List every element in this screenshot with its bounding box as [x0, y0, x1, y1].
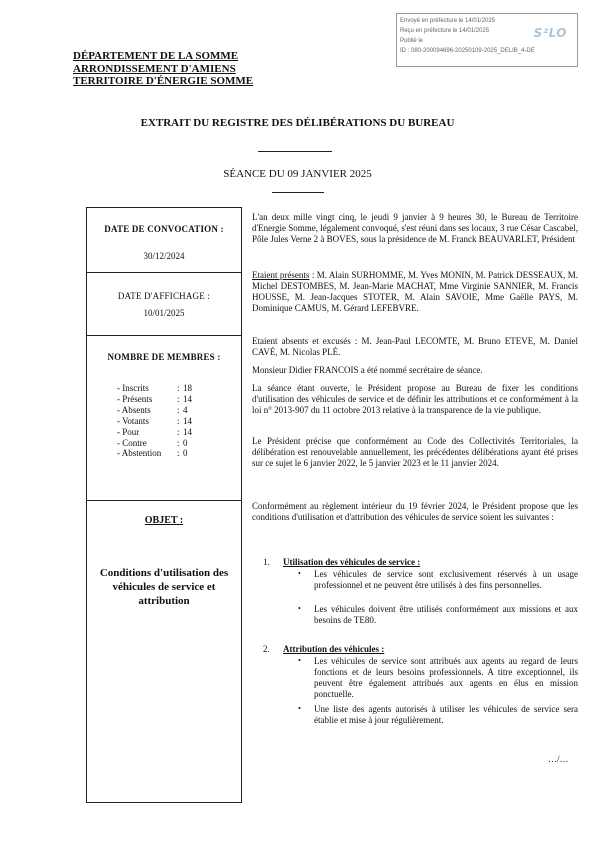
stat-label: - Contre [117, 437, 147, 448]
stamp-line-id: ID : 080-200094696-20250109-2025_DELIB_4-DE [400, 48, 535, 54]
stat-row: - Présents : 14 [117, 394, 203, 405]
stat-label: - Absents [117, 404, 151, 415]
header-line-arrondissement: ARRONDISSEMENT D'AMIENS [73, 62, 236, 75]
title-rule [258, 151, 332, 152]
stat-value: 0 [183, 448, 188, 459]
seance-rule [272, 192, 324, 193]
bullet-icon: • [298, 569, 301, 578]
header-line-territoire: TERRITOIRE D'ÉNERGIE SOMME [73, 75, 254, 87]
stat-value: 0 [183, 437, 188, 448]
presents-lead: Etaient présents [252, 270, 310, 280]
stat-value: 14 [183, 426, 192, 437]
seance-date: SÉANCE DU 09 JANVIER 2025 [223, 168, 372, 180]
convocation-label: DATE DE CONVOCATION : [104, 224, 224, 234]
document-title: EXTRAIT DU REGISTRE DES DÉLIBÉRATIONS DU BUREAU [140, 117, 455, 129]
stat-value: 4 [183, 404, 188, 415]
stamp-line-envoye: Envoyé en préfecture le 14/01/2025 [400, 18, 496, 24]
absents-text: Etaient absents et excusés : M. Jean-Paul LECOMTE, M. Bruno ETEVE, M. Daniel CAVÉ, M. Nicolas PLÉ. [252, 336, 578, 357]
section-1-title: Utilisation des véhicules de service : [283, 557, 421, 567]
page-continuation-marker: …/… [548, 754, 569, 764]
slo-logo: S²LO [533, 26, 567, 40]
box-divider [87, 500, 241, 501]
affichage-label: DATE D'AFFICHAGE : [117, 291, 211, 301]
renouvellement-text: Le Président précise que conformément au Code des Collectivités Territoriales, la délibération est renouvelable annuellement, les précédentes délibérations ayant été prises sur ce sujet le 6 janvier 2022, le 5 janvier 2023 et le 11 janvier 2024. [252, 436, 578, 468]
stat-label: - Pour [117, 426, 140, 437]
presents-list: : M. Alain SURHOMME, M. Yves MONIN, M. Patrick DESSEAUX, M. Michel DESTOMBES, M. Jean-Marie MACHAT, Mme Virginie SANNIER, M. Francis HOUSSE, M. Jean-Jacques STOTER, M. Alain SAVOIE, Mme Gaëlle PAYS, M. Dominique CAMUS, M. Gérard LEFEBVRE. [252, 270, 578, 313]
proposition-text: La séance étant ouverte, le Président propose au Bureau de fixer les conditions d'utilisation des véhicules de service et de définir les attributions et ce conformément à la loi n° 2013-907 du 11 octobre 2013 relative à la transparence de la vie publique. [252, 383, 578, 415]
stat-value: 14 [183, 393, 192, 404]
secretaire-text: Monsieur Didier FRANCOIS a été nommé secrétaire de séance. [252, 365, 483, 375]
transmission-stamp [396, 13, 578, 67]
stamp-line-publie: Publié le [400, 38, 424, 44]
section-2-bullet-1 [298, 656, 578, 700]
paragraph-secretaire [252, 365, 578, 376]
section-2-bullet-2 [298, 704, 578, 726]
section-1-bullet-1 [298, 569, 578, 591]
bullet-icon: • [298, 604, 301, 613]
objet-label: OBJET : [144, 515, 184, 526]
reglement-text: Conformément au règlement intérieur du 19 février 2024, le Président propose que les conditions d'utilisation et d'attribution des véhicules de service soient les suivantes : [252, 501, 578, 522]
paragraph-proposition [252, 383, 578, 416]
stat-label: - Votants [117, 415, 149, 426]
paragraph-presents [252, 270, 578, 314]
paragraph-reglement [252, 501, 578, 523]
bullet-text: Les véhicules doivent être utilisés conformément aux missions et aux besoins de TE80. [314, 604, 578, 625]
bullet-text: Une liste des agents autorisés à utiliser les véhicules de service sera établie et mise à jour régulièrement. [314, 704, 578, 725]
stat-row: - Inscrits : 18 [117, 383, 203, 394]
stat-value: 14 [183, 415, 192, 426]
paragraph-opening [252, 212, 578, 245]
bullet-icon: • [298, 656, 301, 665]
department-header [73, 50, 253, 88]
opening-text: L'an deux mille vingt cinq, le jeudi 9 janvier à 9 heures 30, le Bureau de Territoire d'Energie Somme, légalement convoqué, s'est réuni dans ses locaux, 3 rue César Cascabel, Pôle Jules Verne 2 à BOVES, sous la présidence de M. Franck BEAUVARLET, Président [252, 212, 578, 244]
section-1-number: 1. [263, 557, 270, 567]
paragraph-absents [252, 336, 578, 358]
section-1-bullet-2 [298, 604, 578, 626]
affichage-date: 10/01/2025 [143, 308, 185, 318]
objet-text: Conditions d'utilisation des véhicules de service et attribution [99, 567, 229, 607]
section-2-number: 2. [263, 644, 270, 654]
stamp-line-recu: Reçu en préfecture le 14/01/2025 [400, 28, 490, 34]
paragraph-renouvellement [252, 436, 578, 469]
stat-row: - Votants : 14 [117, 416, 203, 427]
metadata-box [86, 207, 242, 803]
stat-row: - Contre : 0 [117, 438, 203, 449]
membres-label: NOMBRE DE MEMBRES : [107, 352, 221, 362]
stat-value: 18 [183, 383, 192, 393]
bullet-icon: • [298, 704, 301, 713]
box-divider [87, 335, 241, 336]
section-2-title: Attribution des véhicules : [283, 644, 385, 654]
stat-label: - Abstention [117, 448, 162, 459]
bullet-text: Les véhicules de service sont attribués aux agents au regard de leurs fonctions et de leurs besoins professionnels. A titre exceptionnel, ils peuvent être également attribués aux agents en élus en mission ponctuelle. [314, 656, 578, 699]
stat-row: - Abstention : 0 [117, 448, 203, 459]
header-line-departement: DÉPARTEMENT DE LA SOMME [73, 50, 239, 62]
stat-label: - Inscrits [117, 383, 149, 393]
bullet-text: Les véhicules de service sont exclusivement réservés à un usage professionnel et ne peuvent être utilisés à des fins personnelles. [314, 569, 578, 590]
stat-label: - Présents [117, 393, 153, 404]
membres-stats [117, 383, 203, 459]
box-divider [87, 272, 241, 273]
stat-row: - Absents : 4 [117, 405, 203, 416]
stat-row: - Pour : 14 [117, 427, 203, 438]
convocation-date: 30/12/2024 [143, 251, 185, 261]
